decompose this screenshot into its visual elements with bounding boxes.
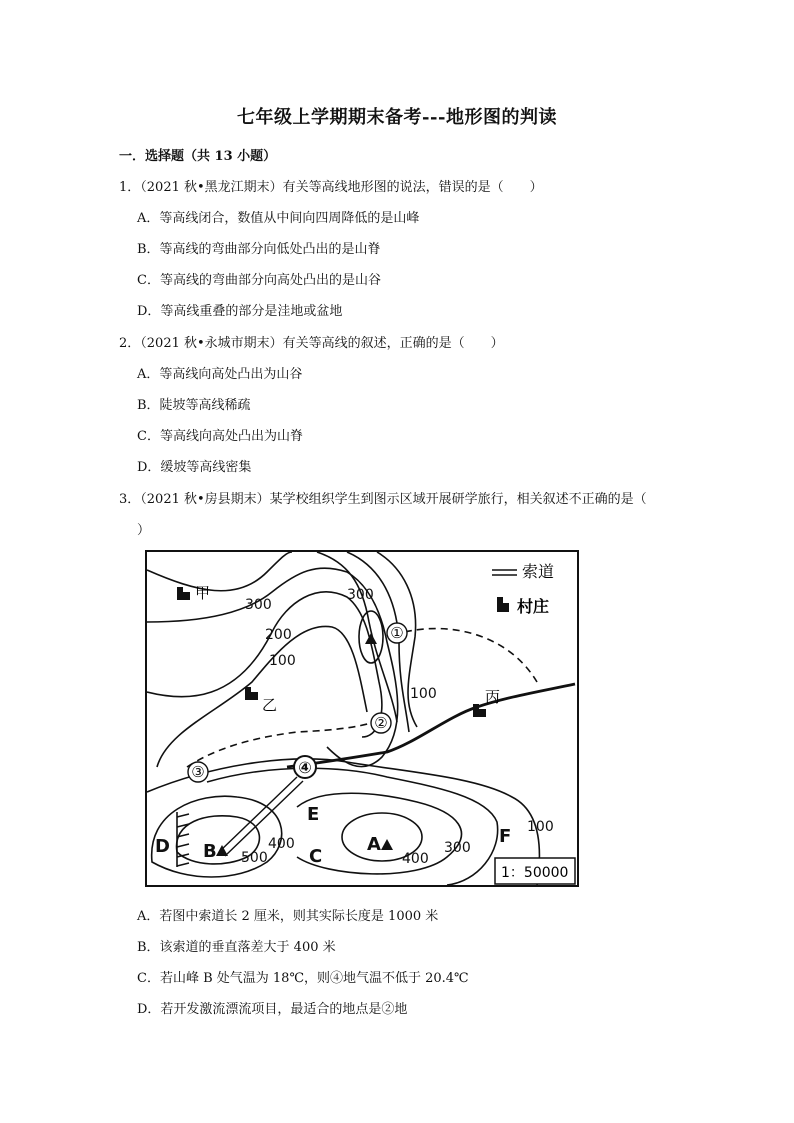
- peak-icon: [216, 845, 228, 856]
- contour-label: 400: [402, 851, 429, 867]
- question-2-stem: 2．（2021 秋•永城市期末）有关等高线的叙述，正确的是（ ）: [119, 336, 504, 351]
- page-title: 七年级上学期期末备考---地形图的判读: [237, 107, 557, 128]
- contour-label: 300: [347, 587, 374, 603]
- point-1: ①: [390, 624, 404, 642]
- legend-village: 村庄: [517, 597, 550, 616]
- contour-label: 500: [241, 850, 268, 866]
- question-2-option-b: B．陡坡等高线稀疏: [137, 398, 251, 413]
- question-2-option-d: D．缓坡等高线密集: [137, 460, 252, 475]
- peak-icon: [381, 839, 393, 850]
- question-3-option-b: B．该索道的垂直落差大于 400 米: [137, 940, 336, 955]
- contour-label: 100: [527, 819, 554, 835]
- contour-label: 300: [245, 597, 272, 613]
- contour-label: 100: [269, 653, 296, 669]
- question-1-option-a: A．等高线闭合，数值从中间向四周降低的是山峰: [137, 211, 420, 226]
- section-heading: 一．选择题（共 13 小题）: [119, 149, 277, 164]
- question-2-option-a: A．等高线向高处凸出为山谷: [137, 367, 303, 382]
- question-3-stem: 3．（2021 秋•房县期末）某学校组织学生到图示区域开展研学旅行，相关叙述不正确的是（: [119, 492, 647, 507]
- village-yi: 乙: [262, 696, 278, 714]
- question-1-option-c: C．等高线的弯曲部分向高处凸出的是山谷: [137, 273, 381, 288]
- contour-map: [145, 550, 579, 887]
- point-2: ②: [374, 714, 388, 732]
- label-c: C: [309, 846, 323, 867]
- question-3-option-c: C．若山峰 B 处气温为 18℃，则④地气温不低于 20.4℃: [137, 971, 469, 986]
- label-b: B: [203, 841, 217, 862]
- label-f: F: [499, 826, 512, 847]
- point-4: ④: [298, 758, 312, 777]
- village-icon: [497, 597, 509, 612]
- contour-label: 100: [410, 686, 437, 702]
- question-3-stem-continued: ）: [137, 523, 151, 538]
- label-d: D: [155, 836, 170, 857]
- point-3: ③: [191, 763, 205, 781]
- question-1-option-d: D．等高线重叠的部分是洼地或盆地: [137, 304, 343, 319]
- question-3-option-d: D．若开发激流漂流项目，最适合的地点是②地: [137, 1002, 408, 1017]
- label-a: A: [367, 834, 381, 855]
- peak-icon: [365, 633, 377, 644]
- legend-cableway: 索道: [522, 562, 555, 581]
- contour-label: 400: [268, 836, 295, 852]
- question-2-option-c: C．等高线向高处凸出为山脊: [137, 429, 303, 444]
- contour-label: 300: [444, 840, 471, 856]
- question-1-stem: 1．（2021 秋•黑龙江期末）有关等高线地形图的说法，错误的是（ ）: [119, 180, 543, 195]
- question-1-option-b: B．等高线的弯曲部分向低处凸出的是山脊: [137, 242, 381, 257]
- contour-label: 200: [265, 627, 292, 643]
- village-icon: [177, 587, 190, 600]
- village-jia: 甲: [195, 584, 211, 602]
- village-bing: 丙: [485, 688, 501, 706]
- map-scale: 1：50000: [501, 865, 569, 881]
- question-3-option-a: A．若图中索道长 2 厘米，则其实际长度是 1000 米: [137, 909, 439, 924]
- village-icon: [245, 687, 258, 700]
- label-e: E: [307, 804, 320, 825]
